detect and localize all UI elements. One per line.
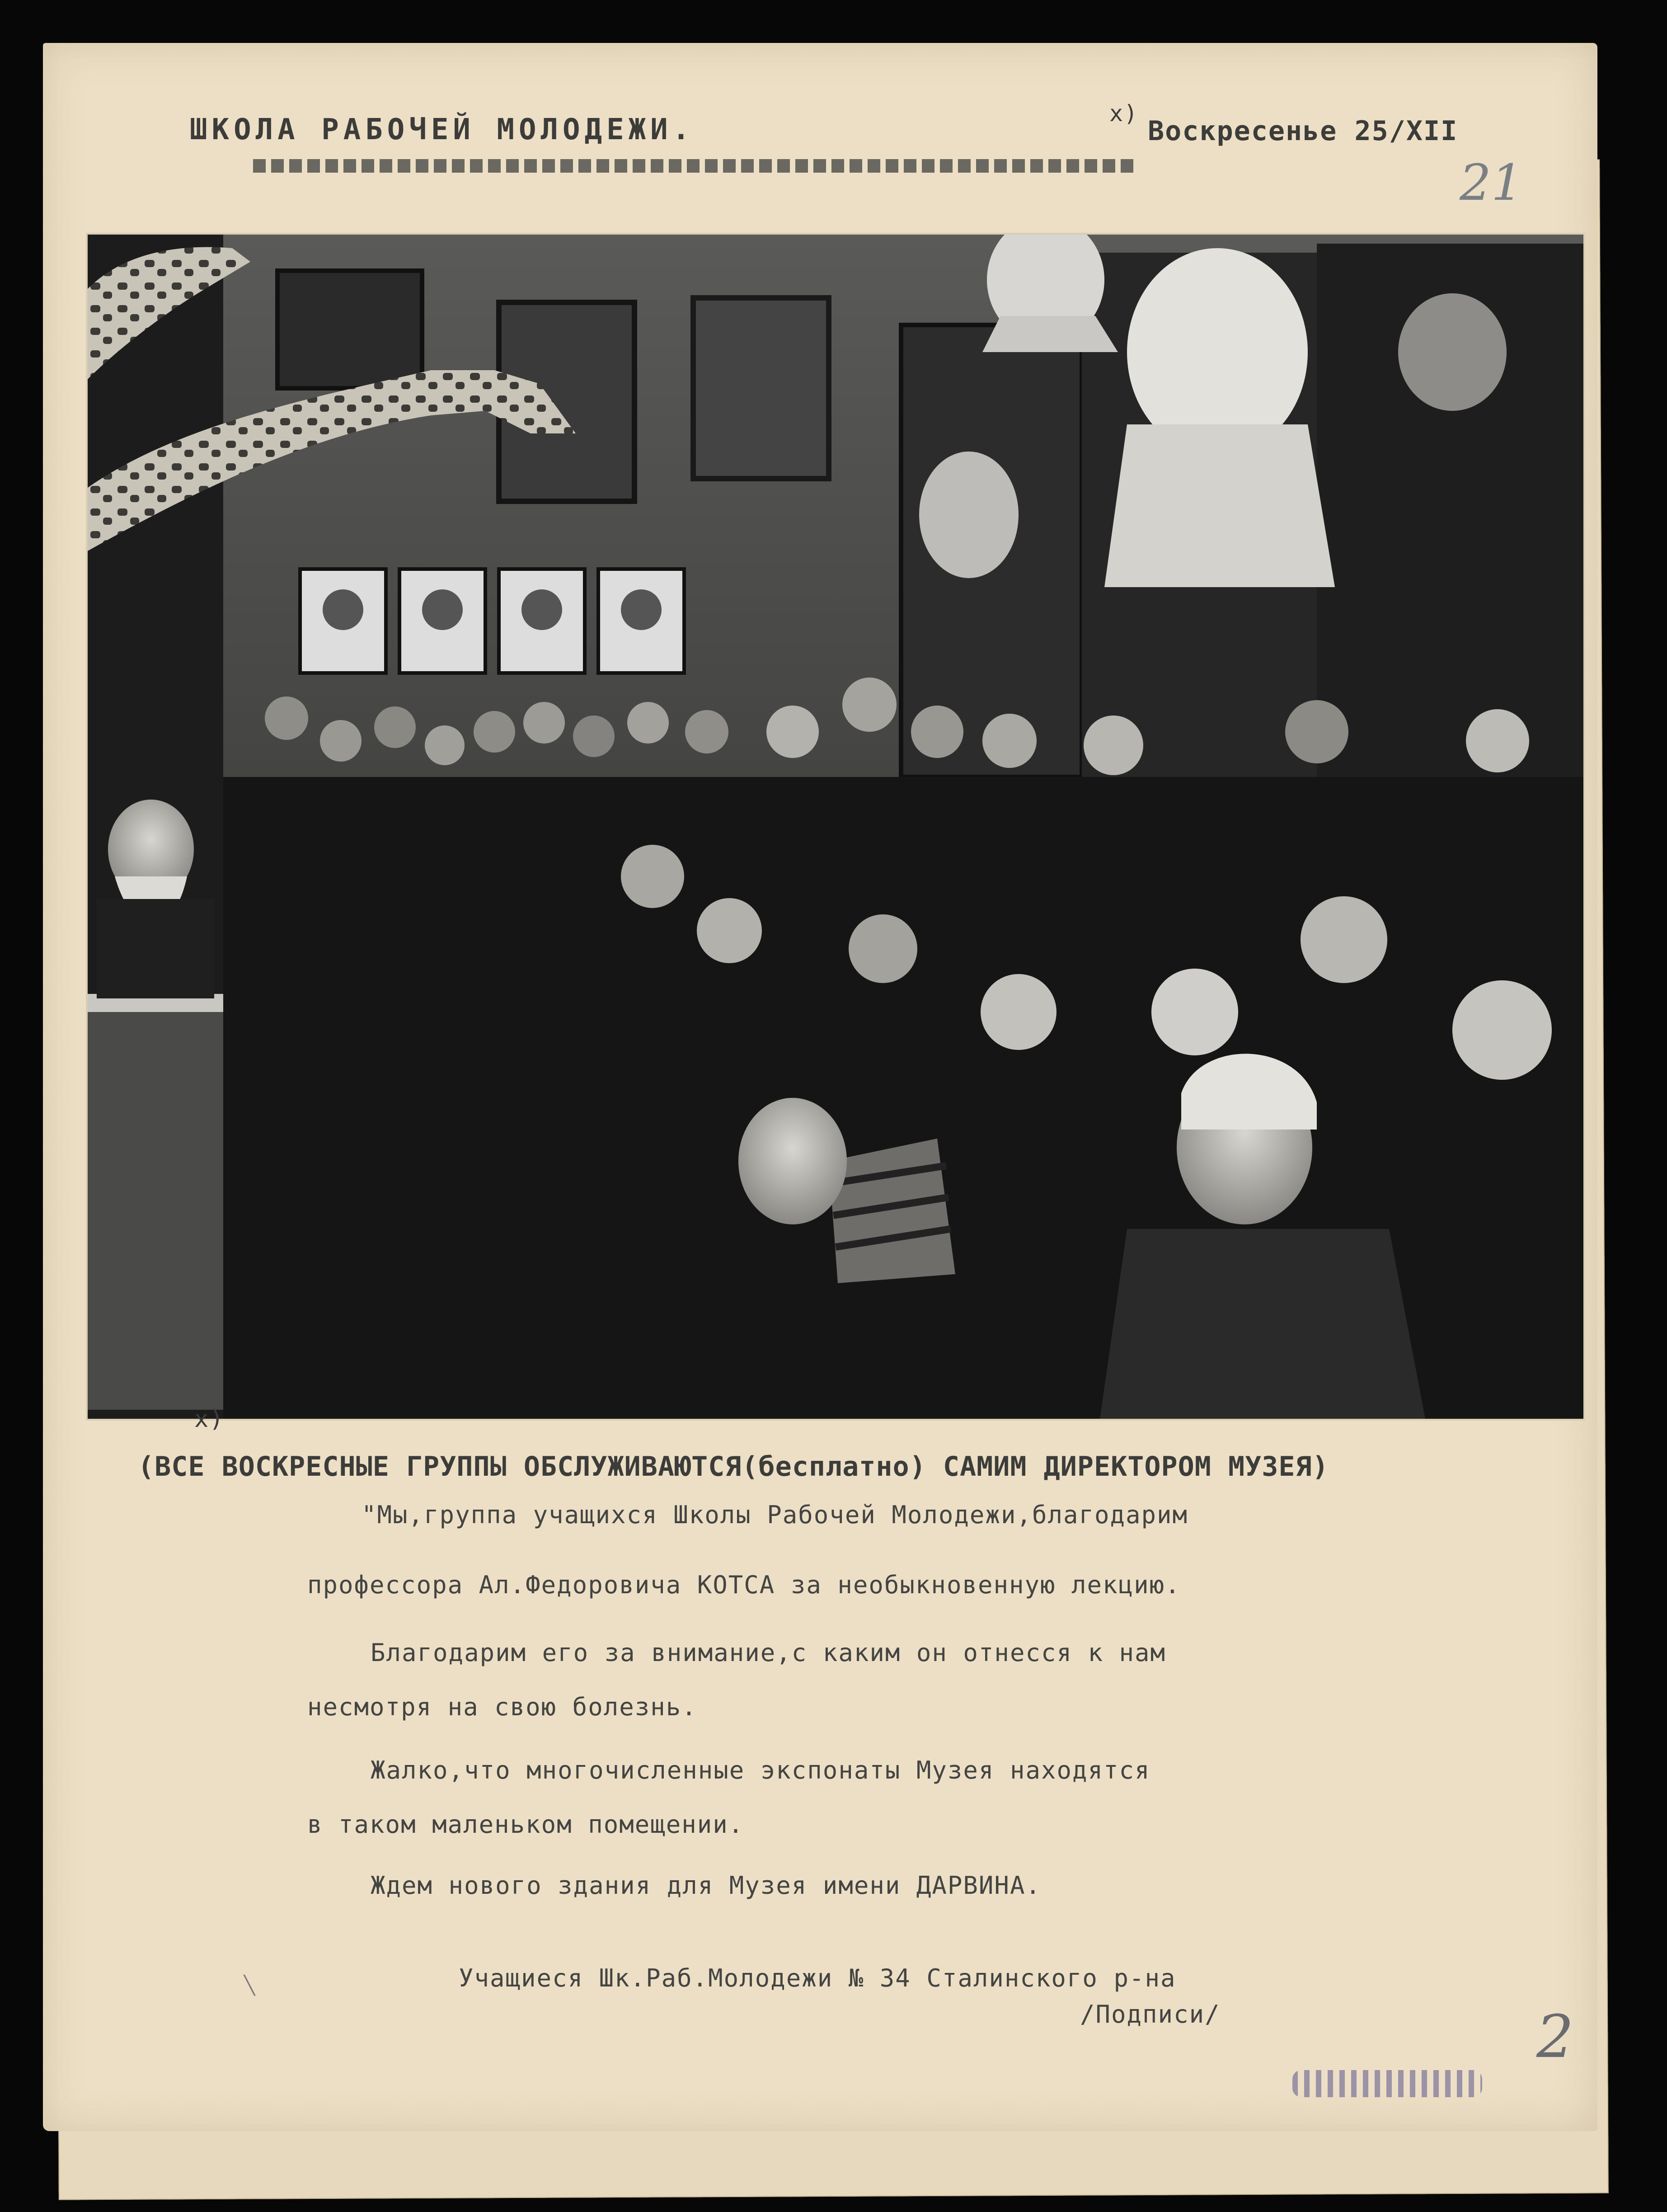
letter-line: Благодарим его за внимание,с каким он отнесся к нам (371, 1638, 1166, 1667)
letter-line: в таком маленьком помещении. (307, 1810, 744, 1839)
letter-line: профессора Ал.Федоровича КОТСА за необыкновенную лекцию. (307, 1571, 1181, 1599)
museum-lecture-photo (86, 233, 1585, 1421)
caption-footnote-mark: x) (194, 1406, 225, 1433)
photo-caption: (ВСЕ ВОСКРЕСНЫЕ ГРУППЫ ОБСЛУЖИВАЮТСЯ(бесплатно) САМИМ ДИРЕКТОРОМ МУЗЕЯ) (138, 1451, 1329, 1483)
letter-line: Жалко,что многочисленные экспонаты Музея находятся (371, 1756, 1150, 1784)
header-footnote-mark: x) (1109, 100, 1139, 127)
letter-line: Ждем нового здания для Музея имени ДАРВИНА. (371, 1871, 1041, 1900)
pen-tick-mark: ╲ (244, 1975, 255, 1996)
photo-illustration (88, 235, 1583, 1419)
handwritten-page-number: 2 (1536, 2002, 1574, 2071)
ink-stamp (1292, 2070, 1482, 2097)
typed-strikethrough (253, 159, 1139, 173)
letter-line: "Мы,группа учащихся Школы Рабочей Молодежи,благодарим (362, 1501, 1188, 1529)
letter-line: несмотря на свою болезнь. (307, 1693, 697, 1721)
header-title: ШКОЛА РАБОЧЕЙ МОЛОДЕЖИ. (190, 113, 695, 146)
pencil-page-number: 21 (1460, 154, 1523, 212)
signature-line: Учащиеся Шк.Раб.Молодежи № 34 Сталинского р-на (459, 1964, 1176, 1992)
header-date: Воскресенье 25/XII (1148, 115, 1458, 147)
signature-note: /Подписи/ (1080, 2000, 1221, 2028)
